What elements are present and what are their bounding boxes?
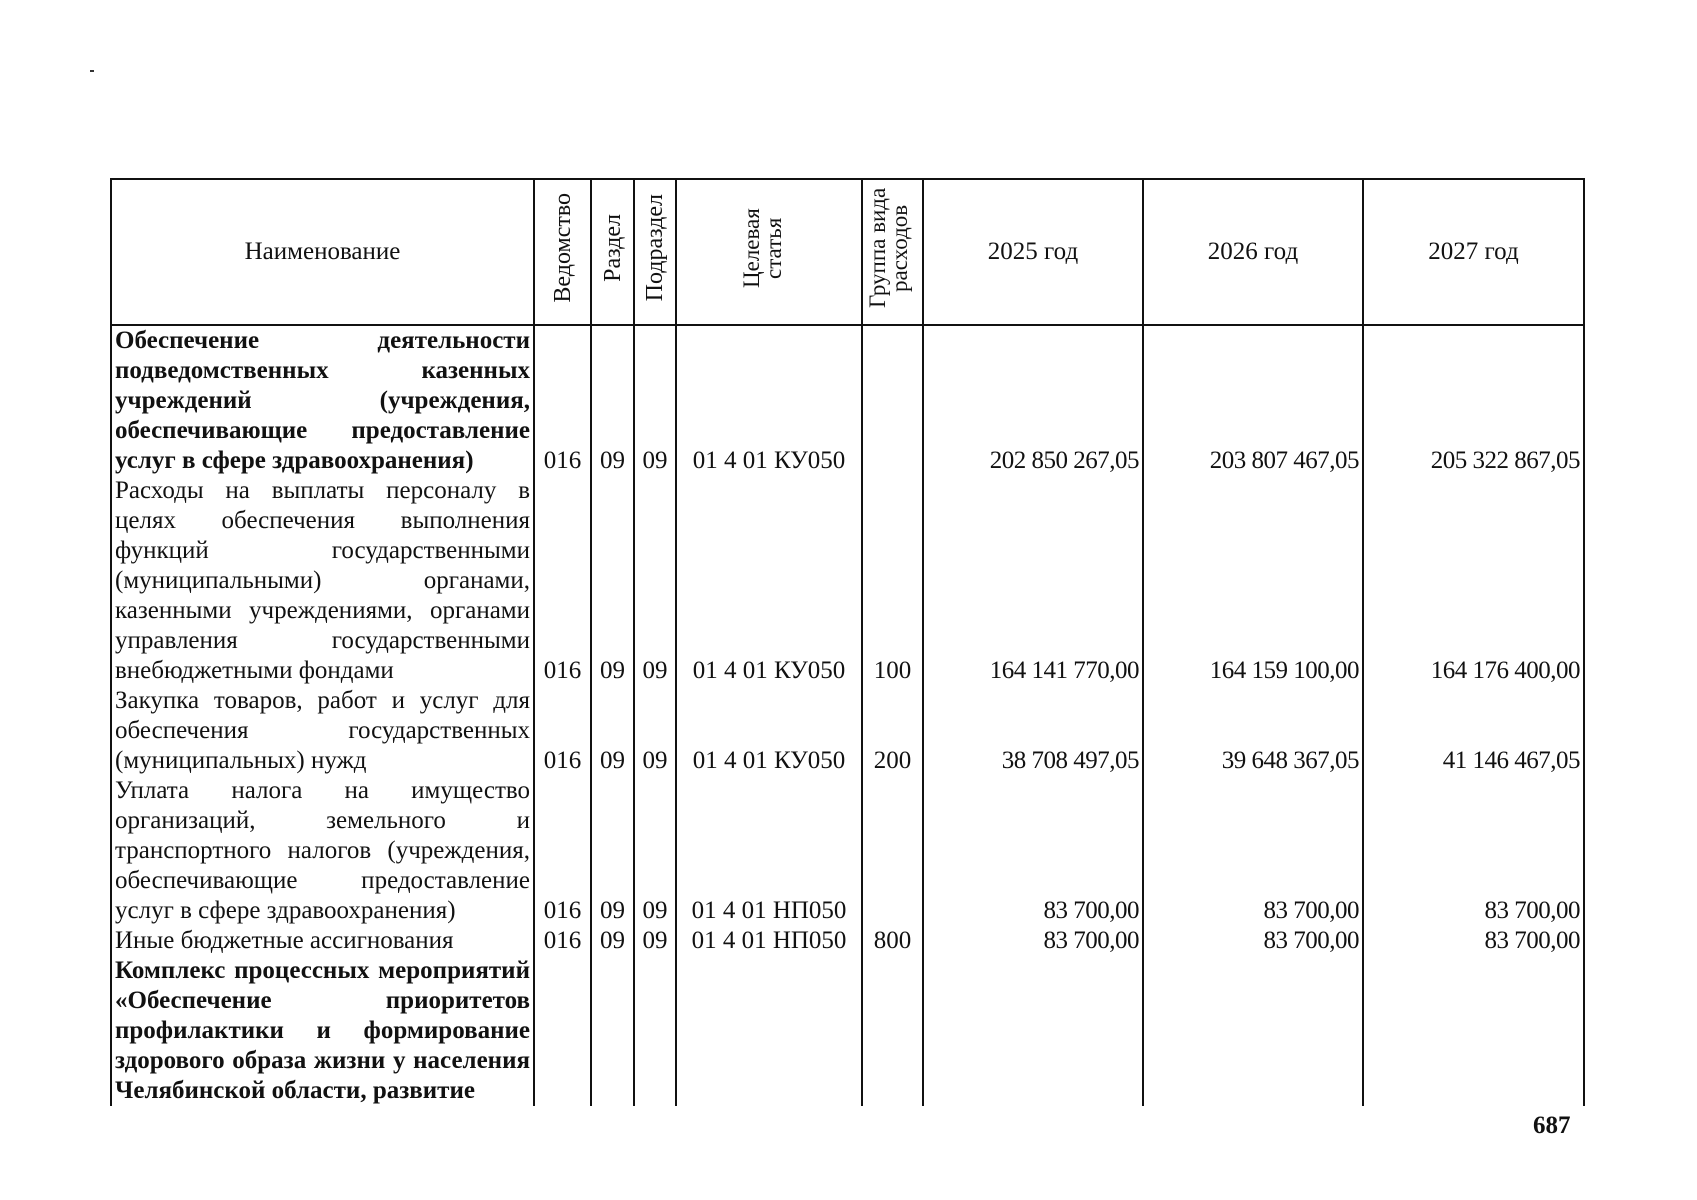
row-2026: 83 700,00 <box>1143 776 1363 926</box>
row-name: Закупка товаров, работ и услуг для обеспечения государственных (муниципальных) нужд <box>111 686 534 776</box>
row-name: Иные бюджетные ассигнования <box>111 926 534 956</box>
header-section: Раздел <box>591 179 634 325</box>
row-target <box>676 956 862 1106</box>
row-department: 016 <box>534 686 591 776</box>
row-name: Комплекс процессных мероприятий «Обеспечение приоритетов профилактики и формирование здорового образа жизни у населения Челябинской области, развитие <box>111 956 534 1106</box>
row-section: 09 <box>591 926 634 956</box>
row-department: 016 <box>534 325 591 476</box>
row-target: 01 4 01 КУ050 <box>676 476 862 686</box>
header-department: Ведомство <box>534 179 591 325</box>
table-row <box>111 776 1584 926</box>
row-group <box>862 325 923 476</box>
row-2025: 164 141 770,00 <box>923 476 1143 686</box>
table-row <box>111 686 1584 776</box>
row-target: 01 4 01 КУ050 <box>676 686 862 776</box>
row-section <box>591 956 634 1106</box>
row-2027: 83 700,00 <box>1363 926 1584 956</box>
row-section: 09 <box>591 476 634 686</box>
row-department: 016 <box>534 476 591 686</box>
row-subsection: 09 <box>634 325 676 476</box>
table-row <box>111 325 1584 476</box>
row-target: 01 4 01 КУ050 <box>676 325 862 476</box>
row-section: 09 <box>591 686 634 776</box>
row-group <box>862 776 923 926</box>
row-group <box>862 956 923 1106</box>
row-2026: 83 700,00 <box>1143 926 1363 956</box>
row-2026: 164 159 100,00 <box>1143 476 1363 686</box>
row-target: 01 4 01 НП050 <box>676 776 862 926</box>
row-subsection: 09 <box>634 926 676 956</box>
row-name: Уплата налога на имущество организаций, земельного и транспортного налогов (учреждения, обеспечивающие предоставление услуг в сфере здравоохранения) <box>111 776 534 926</box>
row-2027: 164 176 400,00 <box>1363 476 1584 686</box>
header-subsection: Подраздел <box>634 179 676 325</box>
header-target: Целевая статья <box>676 179 862 325</box>
row-department: 016 <box>534 776 591 926</box>
row-subsection: 09 <box>634 686 676 776</box>
header-group: Группа вида расходов <box>862 179 923 325</box>
scan-speck <box>90 70 94 72</box>
row-2025: 83 700,00 <box>923 926 1143 956</box>
row-group: 800 <box>862 926 923 956</box>
row-2025 <box>923 956 1143 1106</box>
row-subsection: 09 <box>634 776 676 926</box>
row-2027: 41 146 467,05 <box>1363 686 1584 776</box>
table-row <box>111 926 1584 956</box>
row-2027: 83 700,00 <box>1363 776 1584 926</box>
row-name: Расходы на выплаты персоналу в целях обеспечения выполнения функций государственными (муниципальными) органами, казенными учреждениями, органами управления государственными внебюджетными фондами <box>111 476 534 686</box>
page-number: 687 <box>1533 1112 1571 1139</box>
header-2025: 2025 год <box>923 179 1143 325</box>
row-target: 01 4 01 НП050 <box>676 926 862 956</box>
table-row <box>111 956 1584 1106</box>
header-2027: 2027 год <box>1363 179 1584 325</box>
row-subsection: 09 <box>634 476 676 686</box>
row-2027: 205 322 867,05 <box>1363 325 1584 476</box>
header-name: Наименование <box>111 179 534 325</box>
row-2025: 202 850 267,05 <box>923 325 1143 476</box>
budget-table <box>110 178 1585 1106</box>
table-header-row <box>111 179 1584 325</box>
table-row <box>111 476 1584 686</box>
row-2027 <box>1363 956 1584 1106</box>
row-section: 09 <box>591 325 634 476</box>
row-subsection <box>634 956 676 1106</box>
row-2026: 39 648 367,05 <box>1143 686 1363 776</box>
row-2026 <box>1143 956 1363 1106</box>
row-department <box>534 956 591 1106</box>
row-2025: 83 700,00 <box>923 776 1143 926</box>
row-group: 100 <box>862 476 923 686</box>
row-department: 016 <box>534 926 591 956</box>
row-2025: 38 708 497,05 <box>923 686 1143 776</box>
header-2026: 2026 год <box>1143 179 1363 325</box>
row-2026: 203 807 467,05 <box>1143 325 1363 476</box>
row-section: 09 <box>591 776 634 926</box>
row-name: Обеспечение деятельности подведомственных казенных учреждений (учреждения, обеспечивающие предоставление услуг в сфере здравоохранения) <box>111 325 534 476</box>
row-group: 200 <box>862 686 923 776</box>
